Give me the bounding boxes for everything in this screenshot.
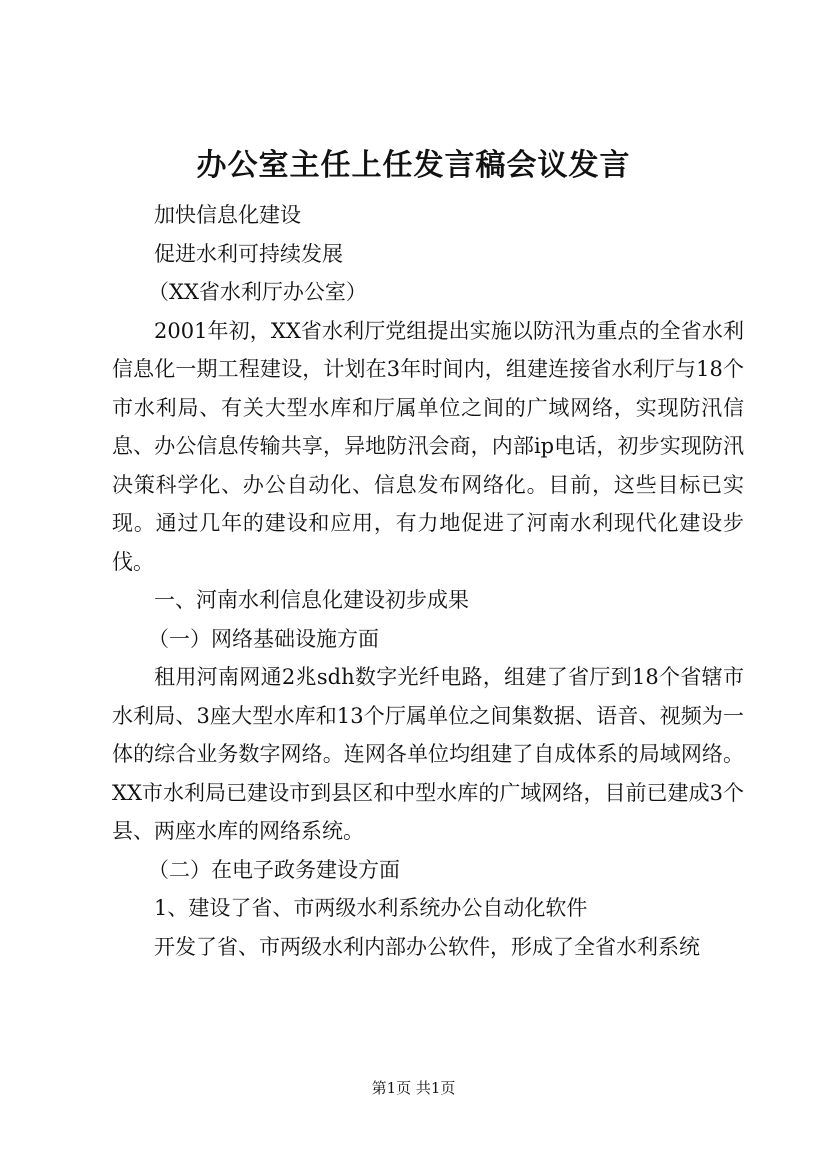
subsection-heading: （一）网络基础设施方面 bbox=[148, 626, 379, 651]
author-line: （XX省水利厅办公室） bbox=[148, 280, 367, 304]
subtitle-line-2: 促进水利可持续发展 bbox=[154, 241, 343, 266]
subtitle-line-1: 加快信息化建设 bbox=[154, 203, 301, 227]
section-heading: 一、河南水利信息化建设初步成果 bbox=[154, 588, 469, 612]
body-paragraph: 开发了省、市两级水利内部办公软件，形成了全省水利系统 bbox=[154, 934, 700, 959]
body-paragraph: 2001年初，XX省水利厅党组提出实施以防汛为重点的全省水利信息化一期工程建设，计划在3年时间内，组建连接省水利厅与18个市水利局、有关大型水库和厅属单位之间的广域网络，实现防汛信息、办公信息传输共享，异地防汛会商，内部ip电话，初步实现防汛决策科学化、办公自动化、信息发布网络化。目前，这些目标已实现。通过几年的建设和应用，有力地促进了河南水利现代化建设步伐。 bbox=[112, 318, 744, 574]
subsection-heading: （二）在电子政务建设方面 bbox=[148, 857, 400, 882]
body-paragraph: 租用河南网通2兆sdh数字光纤电路，组建了省厅到18个省辖市水利局、3座大型水库和13个厅属单位之间集数据、语音、视频为一体的综合业务数字网络。连网各单位均组建了自成体系的局域网络。XX市水利局已建设市到县区和中型水库的广域网络，目前已建成3个县、两座水库的网络系统。 bbox=[112, 665, 744, 843]
document-title: 办公室主任上任发言稿会议发言 bbox=[196, 148, 631, 183]
item-heading: 1、建设了省、市两级水利系统办公自动化软件 bbox=[154, 896, 588, 920]
document-body bbox=[112, 196, 744, 966]
page-footer: 第1页 共1页 bbox=[371, 1079, 456, 1097]
